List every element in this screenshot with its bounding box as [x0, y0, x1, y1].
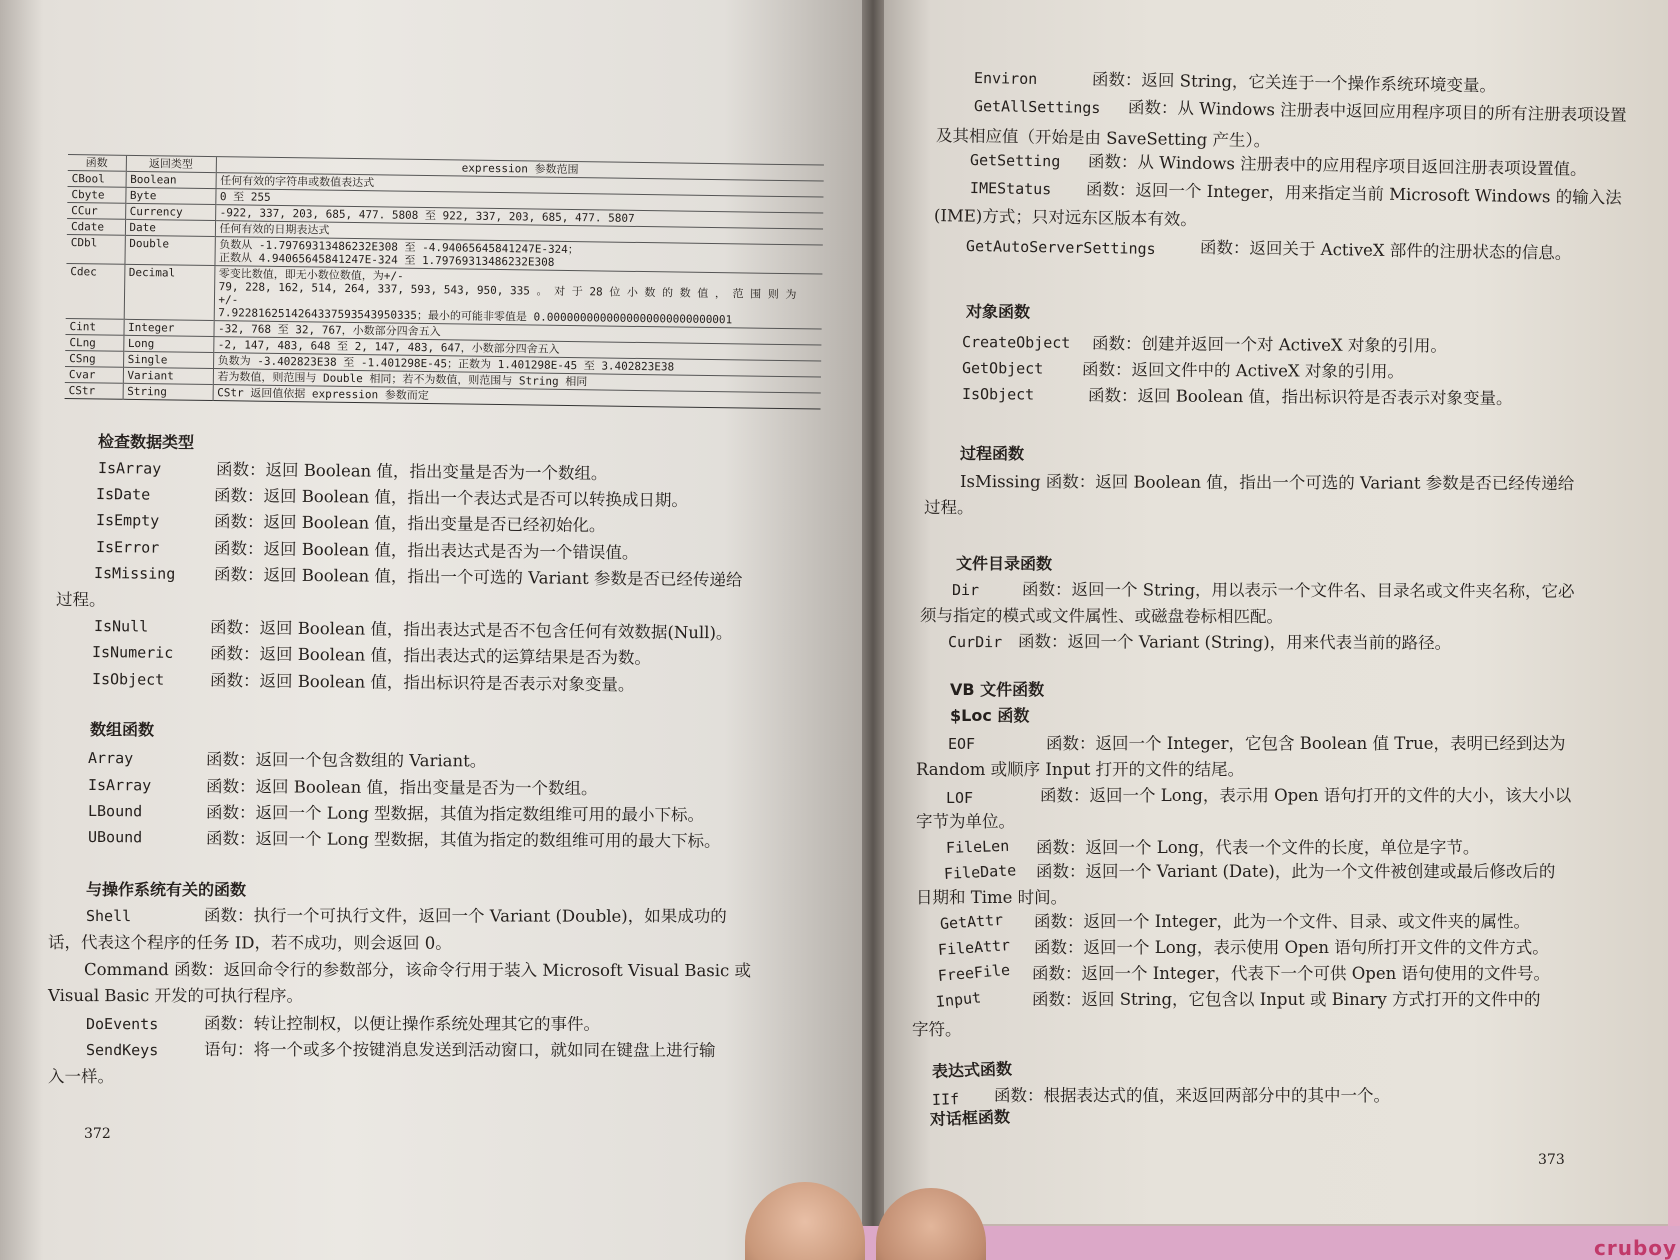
left-text-line: 函数：返回 Boolean 值，指出变量是否为一个数组。 — [215, 460, 608, 484]
left-text-line: 函数：转让控制权，以便让操作系统处理其它的事件。 — [203, 1014, 601, 1034]
right-text-line: 函数：返回一个 Integer，此为一个文件、目录、或文件夹的属性。 — [1034, 912, 1530, 931]
right-text-line: 函数：返回关于 ActiveX 部件的注册状态的信息。 — [1199, 238, 1572, 263]
right-section-heading: $Loc 函数 — [950, 706, 1030, 725]
right-text-line: 函数：从 Windows 注册表中的应用程序项目返回注册表项设置值。 — [1087, 152, 1587, 179]
table-cell: Cint — [65, 318, 123, 335]
right-section-heading: 过程函数 — [959, 444, 1025, 464]
getattr-keyword: GetAttr — [939, 910, 1004, 933]
right-text-line: 函数：返回一个 Long，表示用 Open 语句打开的文件的大小，该大小以 — [1040, 786, 1572, 805]
left-text-line: 函数：返回 Boolean 值，指出一个表达式是否可以转换成日期。 — [213, 486, 689, 510]
ismissing-keyword: IsMissing — [93, 564, 176, 583]
array-keyword: Array — [87, 749, 134, 768]
doevents-keyword: DoEvents — [85, 1015, 159, 1034]
shell-keyword: Shell — [85, 907, 132, 926]
table-cell: CStr — [65, 382, 123, 399]
table-cell: 0 至 255 — [215, 189, 823, 213]
left-text-line: 函数：返回 Boolean 值，指出一个可选的 Variant 参数是否已经传递给 — [213, 565, 743, 590]
table-cell: Byte — [125, 187, 215, 204]
imestatus-keyword: IMEStatus — [969, 179, 1052, 199]
right-text-line: 函数：返回一个 Integer，它包含 Boolean 值 True，表明已经到达为 — [1046, 734, 1566, 753]
right-text-line: 函数：根据表达式的值，来返回两部分中的其中一个。 — [994, 1086, 1390, 1105]
right-text-line: 函数：返回一个 Variant (String)，用来代表当前的路径。 — [1017, 632, 1452, 653]
table-cell: CCur — [67, 202, 125, 219]
isarray-keyword: IsArray — [87, 776, 152, 795]
left-text-line: 函数：执行一个可执行文件，返回一个 Variant (Double)，如果成功的 — [203, 906, 727, 926]
lof-keyword: LOF — [946, 789, 974, 807]
table-cell: Cdate — [67, 218, 125, 235]
right-text-line: 函数：返回一个 String，用以表示一个文件名、目录名或文件夹名称，它必 — [1021, 580, 1575, 601]
table-cell: CBool — [68, 170, 126, 187]
table-cell: Single — [123, 351, 213, 368]
table-cell: Long — [123, 335, 213, 352]
ubound-keyword: UBound — [87, 828, 143, 847]
isobject-keyword: IsObject — [91, 670, 165, 689]
right-text-line: 函数：返回一个 Long，表示使用 Open 语句所打开文件的文件方式。 — [1034, 938, 1549, 957]
left-text-line: 话，代表这个程序的任务 ID，若不成功，则会返回 0。 — [47, 933, 452, 953]
table-cell: 负数为 -3.402823E38 至 -1.401298E-45；正数为 1.401298E-45 至 3.402823E38 — [213, 353, 821, 377]
eof-keyword: EOF — [948, 735, 976, 753]
getautoserversettings-keyword: GetAutoServerSettings — [965, 237, 1156, 258]
right-text-line: 函数：返回一个 Integer，用来指定当前 Microsoft Windows 的输入法 — [1085, 180, 1622, 208]
left-text-line: 函数：返回一个 Long 型数据，其值为指定数组维可用的最小下标。 — [205, 803, 705, 825]
page-number-right: 373 — [1538, 1152, 1565, 1168]
isnull-keyword: IsNull — [93, 617, 149, 636]
left-text-line: 函数：返回 Boolean 值，指出表达式是否不包含任何有效数据(Null)。 — [209, 618, 733, 643]
iif-keyword: IIf — [931, 1090, 960, 1109]
right-text-line: 函数：返回 String，它关连于一个操作系统环境变量。 — [1091, 70, 1497, 96]
left-section-heading: 与操作系统有关的函数 — [85, 880, 247, 900]
left-text-line: 函数：返回 Boolean 值，指出表达式的运算结果是否为数。 — [209, 644, 652, 668]
input-keyword: Input — [935, 988, 982, 1011]
lbound-keyword: LBound — [87, 802, 143, 821]
freefile-keyword: FreeFile — [937, 960, 1011, 985]
isempty-keyword: IsEmpty — [95, 511, 160, 530]
createobject-keyword: CreateObject — [961, 333, 1071, 352]
right-text-line: IsMissing 函数：返回 Boolean 值，指出一个可选的 Variant 参数是否已经传递给 — [959, 472, 1575, 494]
right-text-line: 字节为单位。 — [916, 812, 1015, 831]
left-text-line: 函数：返回一个 Long 型数据，其值为指定的数组维可用的最大下标。 — [205, 829, 721, 851]
table-cell: String — [123, 383, 213, 400]
right-text-line: 函数：返回一个 Long，代表一个文件的长度，单位是字节。 — [1036, 838, 1480, 857]
table-cell: Currency — [125, 203, 215, 220]
getsetting-keyword: GetSetting — [969, 151, 1061, 171]
right-section-heading: 表达式函数 — [931, 1059, 1013, 1081]
left-text-line: 语句：将一个或多个按键消息发送到活动窗口，就如同在键盘上进行输 — [203, 1040, 716, 1060]
table-cell: Decimal — [124, 264, 215, 320]
table-cell: -2, 147, 483, 648 至 2, 147, 483, 647，小数部分四舍五入 — [213, 337, 821, 361]
table-header-cell: 函数 — [68, 154, 126, 171]
right-section-heading: 对话框函数 — [929, 1107, 1011, 1129]
right-text-line: 过程。 — [923, 498, 974, 518]
left-text-line: 函数：返回 Boolean 值，指出变量是否为一个数组。 — [205, 777, 598, 799]
left-section-heading: 数组函数 — [89, 720, 155, 740]
right-text-line: 字符。 — [912, 1020, 962, 1039]
dir-keyword: Dir — [951, 581, 980, 600]
right-text-line: 函数：创建并返回一个对 ActiveX 对象的引用。 — [1091, 334, 1447, 356]
curdir-keyword: CurDir — [947, 633, 1003, 652]
table-cell: 零变比数值，即无小数位数值，为+/- 79, 228, 162, 514, 264, 337, 593, 543, 950, 335 。 对 于 28 位 小 数 的 数 值 ， 范 围 则 为 +/- 7.9228162514264337593543950335；最小的可能非零值是 0.0000000000000000000000000001 — [214, 266, 823, 329]
left-text-line: 函数：返回 Boolean 值，指出表达式是否为一个错误值。 — [213, 539, 639, 563]
table-cell: Cbyte — [67, 186, 125, 203]
right-section-heading: 对象函数 — [965, 302, 1031, 322]
right-section-heading: 文件目录函数 — [955, 554, 1053, 574]
table-cell: -922, 337, 203, 685, 477. 5808 至 922, 337, 203, 685, 477. 5807 — [215, 205, 823, 229]
left-text-line: 函数：返回 Boolean 值，指出变量是否已经初始化。 — [213, 512, 606, 536]
left-text-line: 函数：返回一个包含数组的 Variant。 — [205, 750, 487, 771]
conversion-function-table — [65, 154, 824, 410]
right-text-line: Random 或顺序 Input 打开的文件的结尾。 — [916, 760, 1245, 779]
environ-keyword: Environ — [973, 69, 1038, 88]
right-text-line: 须与指定的模式或文件属性、或磁盘卷标相匹配。 — [919, 606, 1284, 627]
page-number-left: 372 — [84, 1126, 111, 1142]
left-text-line: 过程。 — [55, 590, 106, 610]
left-section-heading: 检查数据类型 — [97, 432, 195, 453]
background-fabric — [1668, 0, 1680, 1260]
getobject-keyword: GetObject — [961, 359, 1044, 378]
table-cell: CDbl — [66, 234, 124, 264]
watermark: cruboy — [1594, 1236, 1678, 1260]
filelen-keyword: FileLen — [945, 836, 1010, 857]
isdate-keyword: IsDate — [95, 485, 151, 504]
fileattr-keyword: FileAttr — [937, 935, 1011, 959]
right-text-line: (IME)方式；只对远东区版本有效。 — [933, 206, 1197, 230]
right-text-line: 函数：返回一个 Integer，代表下一个可供 Open 语句使用的文件号。 — [1032, 964, 1550, 983]
table-cell: CSng — [65, 350, 123, 367]
right-text-line: 及其相应值（开始是由 SaveSetting 产生）。 — [935, 126, 1271, 151]
right-text-line: 日期和 Time 时间。 — [916, 888, 1068, 907]
table-cell: 若为数值，则范围与 Double 相同；若不为数值，则范围与 String 相同 — [213, 369, 821, 393]
left-text-line: 入一样。 — [47, 1067, 115, 1087]
left-text-line: 函数：返回 Boolean 值，指出标识符是否表示对象变量。 — [209, 671, 635, 695]
isarray-keyword: IsArray — [97, 459, 162, 478]
right-text-line: 函数：返回一个 Variant (Date)，此为一个文件被创建或最后修改后的 — [1036, 862, 1556, 881]
right-text-line: 函数：返回 String，它包含以 Input 或 Binary 方式打开的文件中的 — [1032, 990, 1541, 1009]
isobject-keyword: IsObject — [961, 385, 1035, 404]
left-text-line: Command 函数：返回命令行的参数部分，该命令行用于装入 Microsoft Visual Basic 或 — [83, 960, 752, 981]
right-text-line: 函数：返回文件中的 ActiveX 对象的引用。 — [1081, 360, 1404, 382]
left-text-line: Visual Basic 开发的可执行程序。 — [47, 986, 304, 1006]
table-header-cell: expression 参数范围 — [216, 157, 824, 181]
table-cell: 任何有效的字符串或数值表达式 — [216, 173, 824, 197]
filedate-keyword: FileDate — [943, 861, 1017, 883]
table-cell: CLng — [65, 334, 123, 351]
sendkeys-keyword: SendKeys — [85, 1041, 159, 1060]
getallsettings-keyword: GetAllSettings — [973, 97, 1101, 117]
isnumeric-keyword: IsNumeric — [91, 643, 174, 662]
table-cell: Cvar — [65, 366, 123, 383]
table-cell: Boolean — [126, 171, 216, 188]
table-cell: CStr 返回值依据 expression 参数而定 — [213, 385, 821, 409]
table-header-cell: 返回类型 — [126, 155, 216, 172]
right-text-line: 函数：返回 Boolean 值，指出标识符是否表示对象变量。 — [1087, 386, 1513, 408]
iserror-keyword: IsError — [95, 538, 160, 557]
table-cell: 负数从 -1.79769313486232E308 至 -4.94065645841247E-324； 正数从 4.94065645841247E-324 至 1.79769313486232E308 — [214, 237, 822, 274]
table-cell: Variant — [123, 367, 213, 384]
table-cell: Integer — [123, 319, 213, 336]
right-text-line: 函数：从 Windows 注册表中返回应用程序项目的所有注册表项设置 — [1127, 98, 1627, 125]
table-cell: 任何有效的日期表达式 — [215, 221, 823, 245]
table-cell: -32, 768 至 32, 767，小数部分四舍五入 — [213, 321, 821, 345]
table-cell: Cdec — [66, 263, 125, 319]
table-cell: Date — [125, 219, 215, 236]
table-cell: Double — [124, 235, 214, 265]
right-section-heading: VB 文件函数 — [950, 680, 1045, 699]
